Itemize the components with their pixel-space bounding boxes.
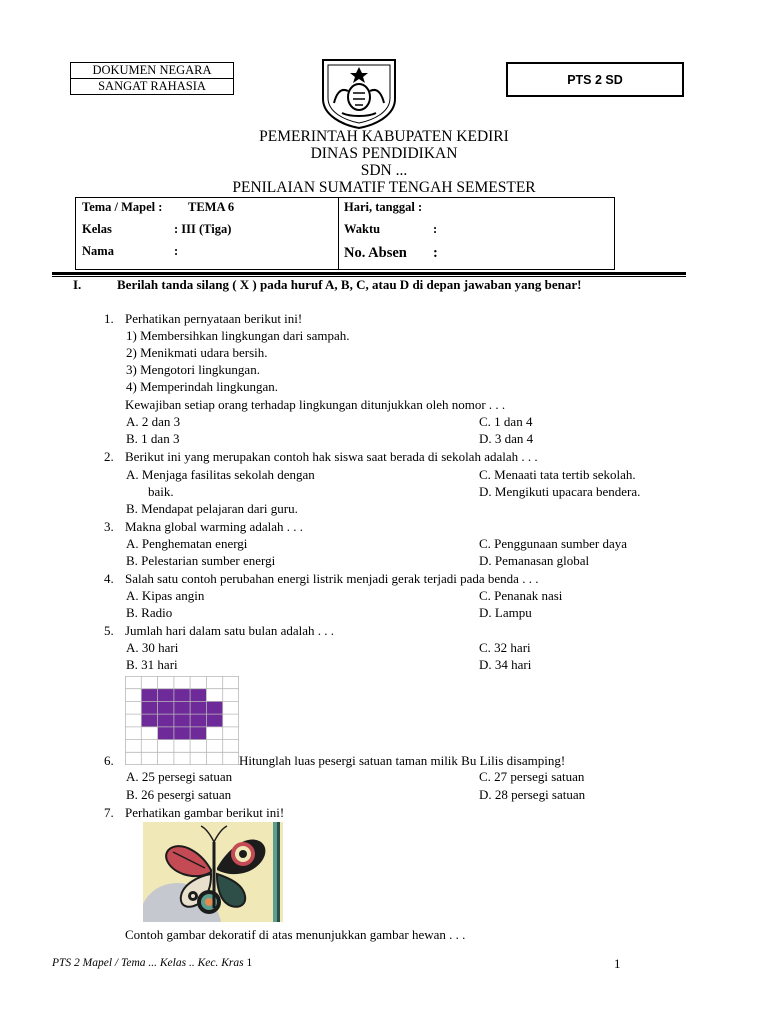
q3-number: 3. <box>104 519 114 534</box>
decorative-butterfly-image <box>143 822 283 922</box>
q6-option-c[interactable]: C. 27 persegi satuan <box>479 769 585 784</box>
tema-value: TEMA 6 <box>188 200 235 214</box>
q5-option-d[interactable]: D. 34 hari <box>479 657 532 672</box>
q2-option-a-continued: baik. <box>148 484 174 499</box>
q7-prompt: Contoh gambar dekoratif di atas menunjukkan gambar hewan . . . <box>125 927 466 942</box>
kediri-crest-icon <box>320 57 398 129</box>
kelas-value: : III (Tiga) <box>174 222 232 236</box>
garden-grid-figure <box>125 676 239 765</box>
q2-option-d[interactable]: D. Mengikuti upacara bendera. <box>479 484 641 499</box>
document-classification-box <box>70 62 234 95</box>
q3-text: Makna global warming adalah . . . <box>125 519 303 534</box>
hari-tanggal-label: Hari, tanggal : <box>344 200 423 214</box>
section-instruction: Berilah tanda silang ( X ) pada huruf A, B, C, atau D di depan jawaban yang benar! <box>117 277 582 292</box>
q6-number: 6. <box>104 753 114 768</box>
q2-number: 2. <box>104 449 114 464</box>
title-department: DINAS PENDIDIKAN <box>310 145 458 162</box>
title-school: SDN ... <box>360 162 408 179</box>
q2-option-c[interactable]: C. Menaati tata tertib sekolah. <box>479 467 636 482</box>
doc-label-negara: DOKUMEN NEGARA <box>92 63 212 77</box>
nama-label: Nama <box>82 244 114 258</box>
q5-number: 5. <box>104 623 114 638</box>
q1-statement-4: 4) Memperindah lingkungan. <box>126 379 278 394</box>
page-number: 1 <box>614 956 621 971</box>
q1-statement-1: 1) Membersihkan lingkungan dari sampah. <box>126 328 350 343</box>
waktu-value: : <box>433 222 438 236</box>
q1-statement-3: 3) Mengotori lingkungan. <box>126 362 260 377</box>
q1-option-d[interactable]: D. 3 dan 4 <box>479 431 534 446</box>
q4-text: Salah satu contoh perubahan energi listrik menjadi gerak terjadi pada benda . . . <box>125 571 539 586</box>
footer-exam-info: PTS 2 Mapel / Tema ... Kelas .. Kec. Kras <box>52 957 244 969</box>
q2-option-a[interactable]: A. Menjaga fasilitas sekolah dengan <box>126 467 315 482</box>
q6-option-b[interactable]: B. 26 pesergi satuan <box>126 787 232 802</box>
no-absen-value: : <box>433 245 438 261</box>
kelas-label: Kelas <box>82 222 112 236</box>
footer-left-number: 1 <box>246 957 253 969</box>
q3-option-a[interactable]: A. Penghematan energi <box>126 536 248 551</box>
q4-number: 4. <box>104 571 114 586</box>
q1-option-a[interactable]: A. 2 dan 3 <box>126 414 181 429</box>
footer-left <box>52 957 252 969</box>
q4-option-c[interactable]: C. Penanak nasi <box>479 588 563 603</box>
q5-option-b[interactable]: B. 31 hari <box>126 657 178 672</box>
tema-label: Tema / Mapel : <box>82 200 163 214</box>
q7-number: 7. <box>104 805 114 820</box>
student-info-table <box>75 197 615 270</box>
title-government: PEMERINTAH KABUPATEN KEDIRI <box>259 128 509 145</box>
title-assessment: PENILAIAN SUMATIF TENGAH SEMESTER <box>232 179 536 196</box>
q1-text: Perhatikan pernyataan berikut ini! <box>125 311 303 326</box>
q4-option-d[interactable]: D. Lampu <box>479 605 532 620</box>
q1-statement-2: 2) Menikmati udara bersih. <box>126 345 268 360</box>
q1-number: 1. <box>104 311 114 326</box>
q1-option-b[interactable]: B. 1 dan 3 <box>126 431 180 446</box>
doc-label-rahasia: SANGAT RAHASIA <box>71 78 233 94</box>
q5-option-c[interactable]: C. 32 hari <box>479 640 531 655</box>
q5-text: Jumlah hari dalam satu bulan adalah . . . <box>125 623 335 638</box>
q7-text: Perhatikan gambar berikut ini! <box>125 805 285 820</box>
no-absen-label: No. Absen <box>344 245 407 261</box>
q4-option-b[interactable]: B. Radio <box>126 605 173 620</box>
header-divider-thick <box>52 272 686 275</box>
q3-option-c[interactable]: C. Penggunaan sumber daya <box>479 536 628 551</box>
section-number: I. <box>73 277 82 292</box>
q6-option-a[interactable]: A. 25 persegi satuan <box>126 769 233 784</box>
q1-option-c[interactable]: C. 1 dan 4 <box>479 414 533 429</box>
pts-label-box: PTS 2 SD <box>506 62 684 97</box>
waktu-label: Waktu <box>344 222 381 236</box>
q1-prompt: Kewajiban setiap orang terhadap lingkungan ditunjukkan oleh nomor . . . <box>125 397 506 412</box>
q6-option-d[interactable]: D. 28 persegi satuan <box>479 787 586 802</box>
q2-option-b[interactable]: B. Mendapat pelajaran dari guru. <box>126 501 298 516</box>
nama-value: : <box>174 244 179 258</box>
q3-option-b[interactable]: B. Pelestarian sumber energi <box>126 553 276 568</box>
q2-text: Berikut ini yang merupakan contoh hak siswa saat berada di sekolah adalah . . . <box>125 449 538 464</box>
q6-text: Hitunglah luas pesergi satuan taman milik Bu Lilis disamping! <box>239 753 566 768</box>
q3-option-d[interactable]: D. Pemanasan global <box>479 553 590 568</box>
q4-option-a[interactable]: A. Kipas angin <box>126 588 205 603</box>
q5-option-a[interactable]: A. 30 hari <box>126 640 179 655</box>
